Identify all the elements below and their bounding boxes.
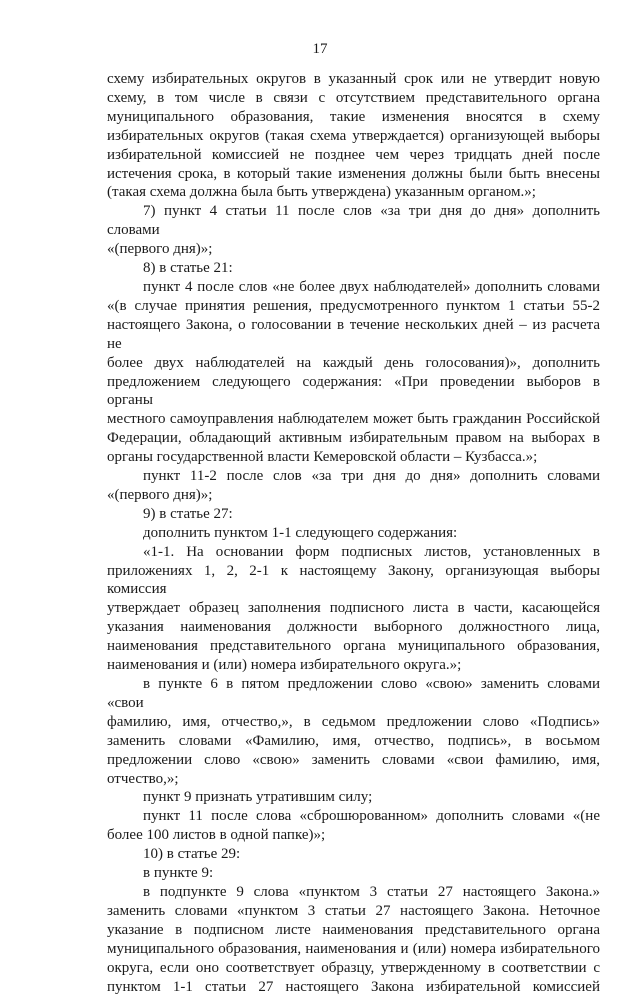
text-line: «(первого дня)»; (107, 240, 600, 259)
text-line: в подпункте 9 слова «пунктом 3 статьи 27 настоящего Закона.» (107, 883, 600, 902)
text-line: наименования и (или) номера избирательного округа.»; (107, 656, 600, 675)
text-line: приложениях 1, 2, 2-1 к настоящему Закону, организующая выборы комиссия (107, 562, 600, 600)
text-line: пункт 4 после слов «не более двух наблюдателей» дополнить словами (107, 278, 600, 297)
text-line: заменить словами «Фамилию, имя, отчество, подпись», в восьмом (107, 732, 600, 751)
text-line: предложением следующего содержания: «При проведении выборов в органы (107, 373, 600, 411)
text-line: указание в подписном листе наименования представительного органа (107, 921, 600, 940)
text-line: 10) в статье 29: (107, 845, 600, 864)
text-line: «(в случае принятия решения, предусмотренного пунктом 1 статьи 55-2 (107, 297, 600, 316)
text-line: заменить словами «пунктом 3 статьи 27 настоящего Закона. Неточное (107, 902, 600, 921)
text-line: Федерации, обладающий активным избирательным правом на выборах в (107, 429, 600, 448)
text-line: округа, если оно соответствует образцу, утвержденному в соответствии с (107, 959, 600, 978)
document-body (107, 70, 600, 996)
text-line: избирательной комиссией не позднее чем через тридцать дней после (107, 146, 600, 165)
text-line: фамилию, имя, отчество,», в седьмом предложении слово «Подпись» (107, 713, 600, 732)
text-line: отчество,»; (107, 770, 600, 789)
text-line: указания наименования должности выборного должностного лица, (107, 618, 600, 637)
text-line: (такая схема должна была быть утверждена) указанным органом.»; (107, 183, 600, 202)
text-line: предложении слово «свою» заменить словами «свои фамилию, имя, (107, 751, 600, 770)
text-line: пункт 9 признать утратившим силу; (107, 788, 600, 807)
text-line: муниципального образования, наименования и (или) номера избирательного (107, 940, 600, 959)
text-line: муниципального образования, такие изменения вносятся в схему (107, 108, 600, 127)
text-line: «(первого дня)»; (107, 486, 600, 505)
text-line: в пункте 9: (107, 864, 600, 883)
text-line: пунктом 1-1 статьи 27 настоящего Закона избирательной комиссией (107, 978, 600, 996)
text-line: местного самоуправления наблюдателем может быть гражданин Российской (107, 410, 600, 429)
text-line: утверждает образец заполнения подписного листа в части, касающейся (107, 599, 600, 618)
text-line: более 100 листов в одной папке)»; (107, 826, 600, 845)
text-line: более двух наблюдателей на каждый день голосования)», дополнить (107, 354, 600, 373)
text-line: схему избирательных округов в указанный срок или не утвердит новую (107, 70, 600, 89)
text-line: в пункте 6 в пятом предложении слово «свою» заменить словами «свои (107, 675, 600, 713)
page-number: 17 (0, 40, 640, 58)
text-line: органы государственной власти Кемеровской области – Кузбасса.»; (107, 448, 600, 467)
text-line: дополнить пунктом 1-1 следующего содержания: (107, 524, 600, 543)
text-line: истечения срока, в который такие изменения должны были быть внесены (107, 165, 600, 184)
text-line: 9) в статье 27: (107, 505, 600, 524)
text-line: пункт 11-2 после слов «за три дня до дня» дополнить словами (107, 467, 600, 486)
text-line: настоящего Закона, о голосовании в течение нескольких дней – из расчета не (107, 316, 600, 354)
text-line: пункт 11 после слова «сброшюрованном» дополнить словами «(не (107, 807, 600, 826)
text-line: 8) в статье 21: (107, 259, 600, 278)
text-line: 7) пункт 4 статьи 11 после слов «за три дня до дня» дополнить словами (107, 202, 600, 240)
text-line: наименования представительного органа муниципального образования, (107, 637, 600, 656)
text-line: «1-1. На основании форм подписных листов, установленных в (107, 543, 600, 562)
text-line: схему, в том числе в связи с отсутствием представительного органа (107, 89, 600, 108)
text-line: избирательных округов (такая схема утверждается) организующей выборы (107, 127, 600, 146)
